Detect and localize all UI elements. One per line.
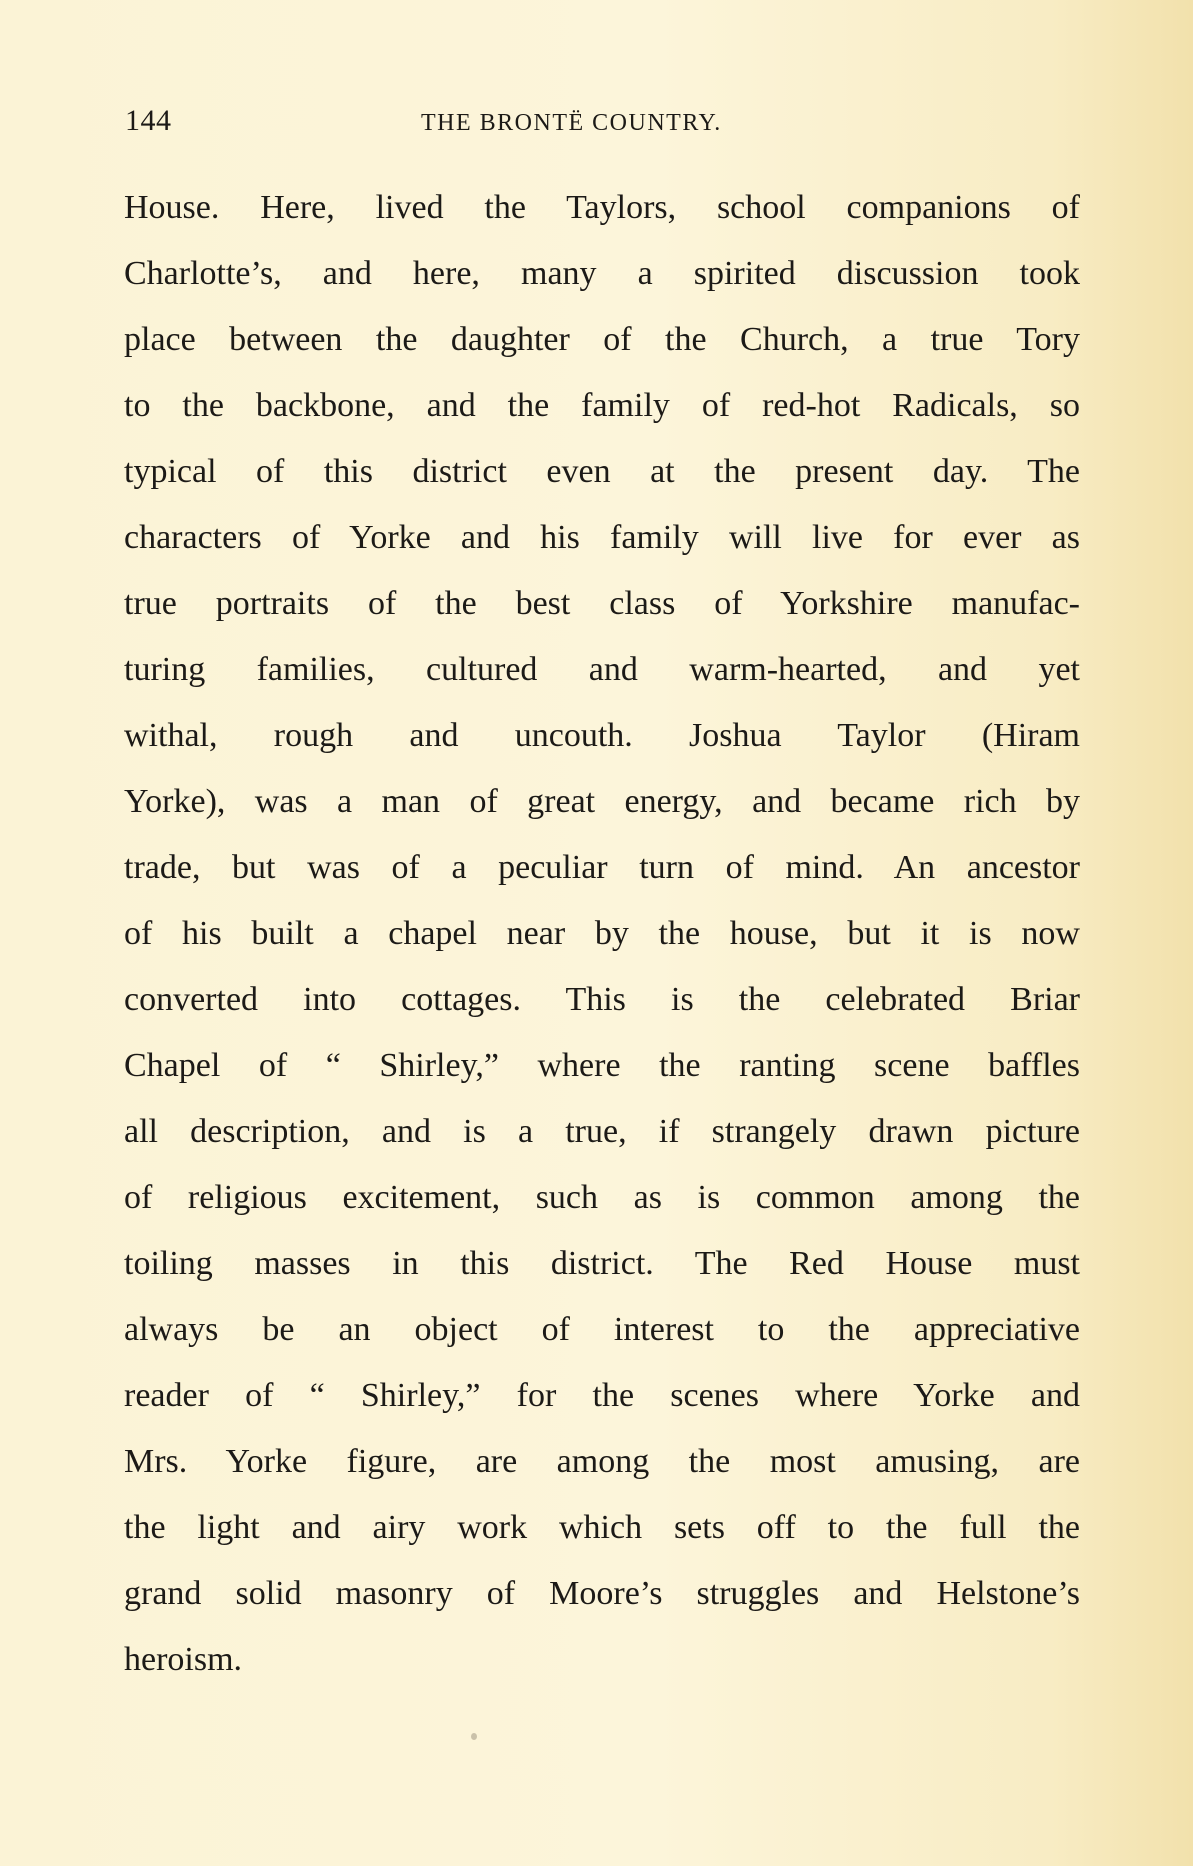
text-line: House. Here, lived the Taylors, school companions of (124, 189, 1080, 226)
text-line: trade, but was of a peculiar turn of mind. An ancestor (124, 849, 1080, 886)
text-line: characters of Yorke and his family will live for ever as (124, 519, 1080, 556)
text-line: converted into cottages. This is the celebrated Briar (124, 981, 1080, 1018)
text-line: of religious excitement, such as is common among the (124, 1179, 1080, 1216)
text-line: turing families, cultured and warm-hearted, and yet (124, 651, 1080, 688)
text-line: to the backbone, and the family of red-hot Radicals, so (124, 387, 1080, 424)
text-line: withal, rough and uncouth. Joshua Taylor (Hiram (124, 717, 1080, 754)
body-text (124, 175, 1080, 1693)
text-line: of his built a chapel near by the house, but it is now (124, 915, 1080, 952)
text-line: Chapel of “ Shirley,” where the ranting scene baffles (124, 1047, 1080, 1084)
text-line: reader of “ Shirley,” for the scenes where Yorke and (124, 1377, 1080, 1414)
text-line-last: heroism. (124, 1641, 243, 1678)
text-line: always be an object of interest to the appreciative (124, 1311, 1080, 1348)
text-line: true portraits of the best class of Yorkshire manufac- (124, 585, 1080, 622)
ink-speck (471, 1733, 477, 1740)
text-line: Yorke), was a man of great energy, and became rich by (124, 783, 1080, 820)
page-number: 144 (125, 104, 172, 137)
text-line: Mrs. Yorke figure, are among the most amusing, are (124, 1443, 1080, 1480)
text-line: place between the daughter of the Church, a true Tory (124, 321, 1080, 358)
running-title: THE BRONTË COUNTRY. (421, 110, 722, 136)
text-line: toiling masses in this district. The Red House must (124, 1245, 1080, 1282)
text-line: grand solid masonry of Moore’s struggles and Helstone’s (124, 1575, 1080, 1612)
text-line: all description, and is a true, if strangely drawn picture (124, 1113, 1080, 1150)
text-line: the light and airy work which sets off to the full the (124, 1509, 1080, 1546)
text-line: Charlotte’s, and here, many a spirited discussion took (124, 255, 1080, 292)
text-line: typical of this district even at the present day. The (124, 453, 1080, 490)
